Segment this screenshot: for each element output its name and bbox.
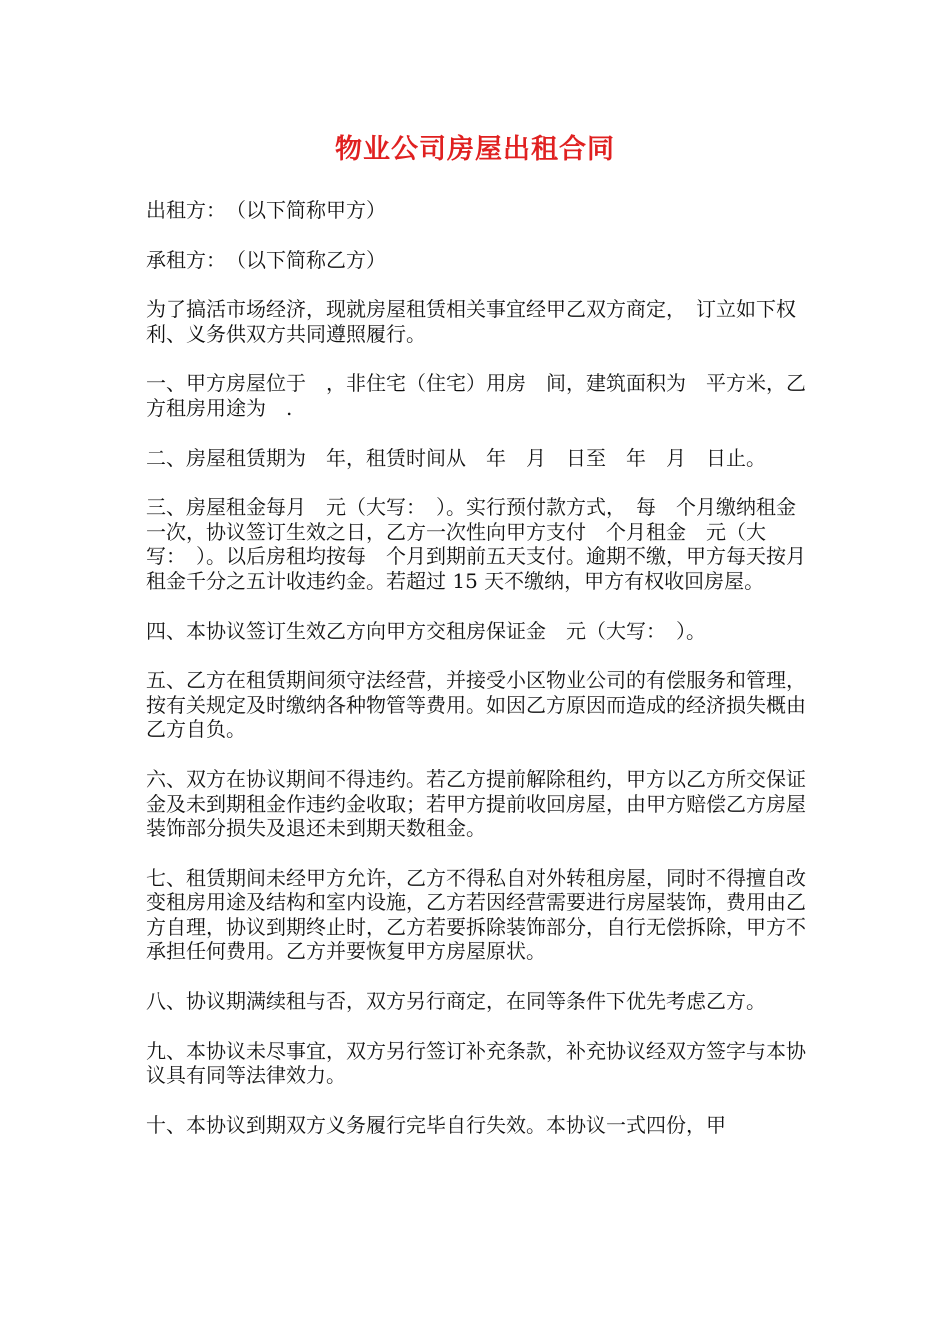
clause-1: 一、甲方房屋位于 ，非住宅（住宅）用房 间，建筑面积为 平方米，乙方租房用途为 .	[146, 371, 806, 420]
clause-7: 七、租赁期间未经甲方允许，乙方不得私自对外转租房屋，同时不得擅自改变租房用途及结构和室内设施，乙方若因经营需要进行房屋装饰，费用由乙方自理，协议到期终止时，乙方若要拆除装饰部分，自行无偿拆除，甲方不承担任何费用。乙方并要恢复甲方房屋原状。	[146, 865, 806, 964]
clause-5: 五、乙方在租赁期间须守法经营，并接受小区物业公司的有偿服务和管理，按有关规定及时缴纳各种物管等费用。如因乙方原因而造成的经济损失概由乙方自负。	[146, 668, 806, 742]
clause-8: 八、协议期满续租与否，双方另行商定，在同等条件下优先考虑乙方。	[146, 989, 766, 1014]
contract-body	[146, 198, 814, 1162]
lessor-line: 出租方： （以下简称甲方）	[146, 198, 386, 222]
preamble-paragraph: 为了搞活市场经济，现就房屋租赁相关事宜经甲乙双方商定， 订立如下权利、义务供双方共同遵照履行。	[146, 297, 796, 346]
clause-3: 三、房屋租金每月 元（大写： ）。实行预付款方式， 每 个月缴纳租金一次，协议签订生效之日，乙方一次性向甲方支付 个月租金 元（大写： ）。以后房租均按每 个月到期前五天支付。逾期不缴，甲方每天按月租金千分之五计收违约金。若超过 15 天不缴纳，甲方有权收回房屋。	[146, 495, 806, 593]
lessee-line: 承租方： （以下简称乙方）	[146, 247, 386, 272]
clause-2: 二、房屋租赁期为 年，租赁时间从 年 月 日至 年 月 日止。	[146, 445, 766, 470]
clause-10: 十、本协议到期双方义务履行完毕自行失效。本协议一式四份，甲	[146, 1112, 726, 1137]
document-title: 物业公司房屋出租合同	[335, 134, 615, 165]
clause-9: 九、本协议未尽事宜，双方另行签订补充条款，补充协议经双方签字与本协议具有同等法律效力。	[146, 1038, 806, 1088]
clause-4: 四、本协议签订生效乙方向甲方交租房保证金 元（大写： ）。	[146, 618, 706, 643]
clause-6: 六、双方在协议期间不得违约。若乙方提前解除租约，甲方以乙方所交保证金及未到期租金作违约金收取；若甲方提前收回房屋，由甲方赔偿乙方房屋装饰部分损失及退还未到期天数租金。	[146, 766, 806, 841]
